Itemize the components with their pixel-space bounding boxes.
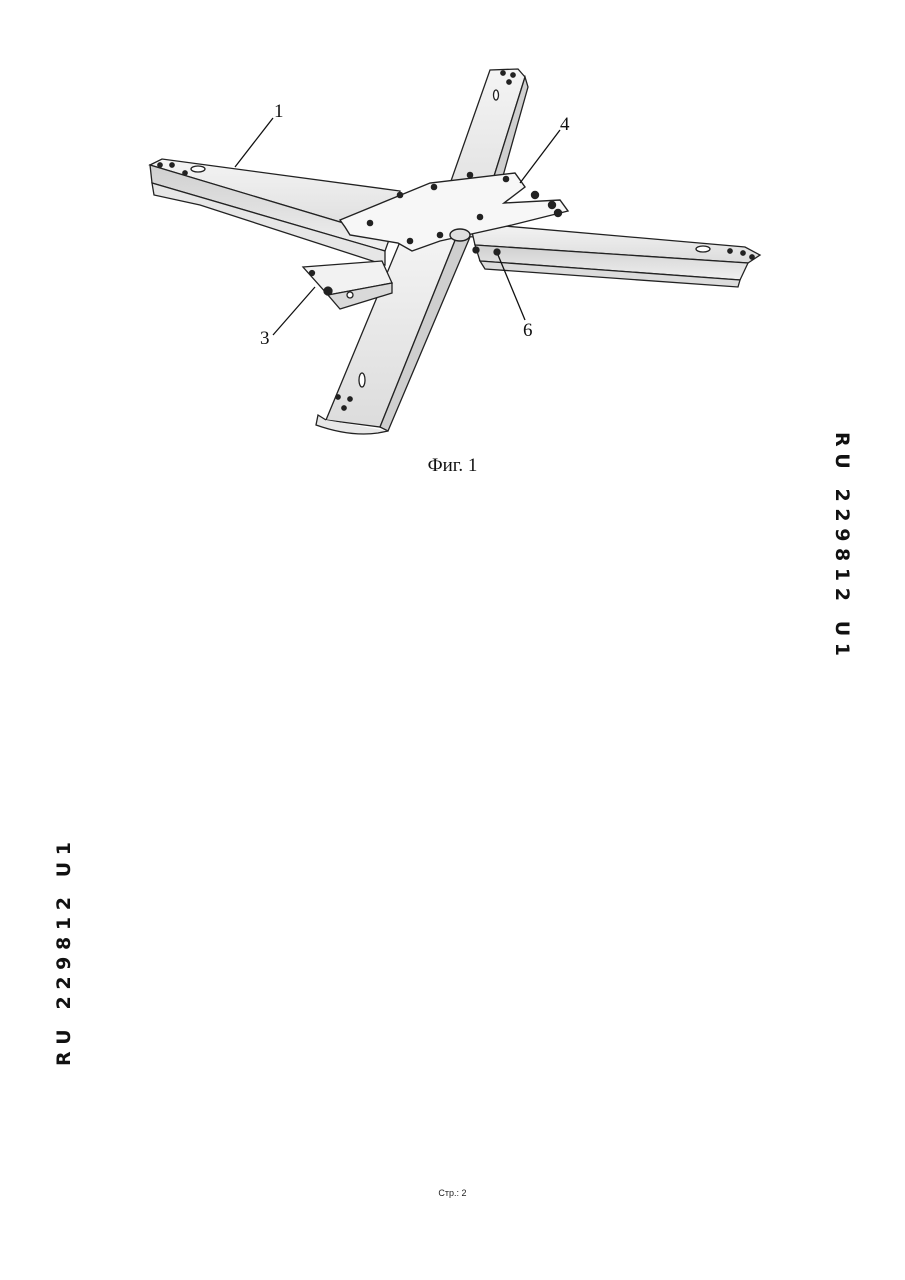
figure-1 (140, 55, 765, 480)
callout-4: 4 (560, 114, 570, 135)
side-code-right: R U 2 2 9 8 1 2 U 1 (831, 432, 853, 657)
figure-caption: Фиг. 1 (427, 455, 478, 476)
beam-right (470, 223, 760, 287)
beam-front (316, 233, 470, 434)
cross-base-drawing (140, 55, 765, 450)
callout-6: 6 (523, 320, 533, 341)
page-number: Стр.: 2 (438, 1188, 467, 1198)
side-code-left: R U 2 2 9 8 1 2 U 1 (53, 841, 75, 1066)
callout-1: 1 (274, 101, 284, 122)
callout-3: 3 (260, 328, 270, 349)
